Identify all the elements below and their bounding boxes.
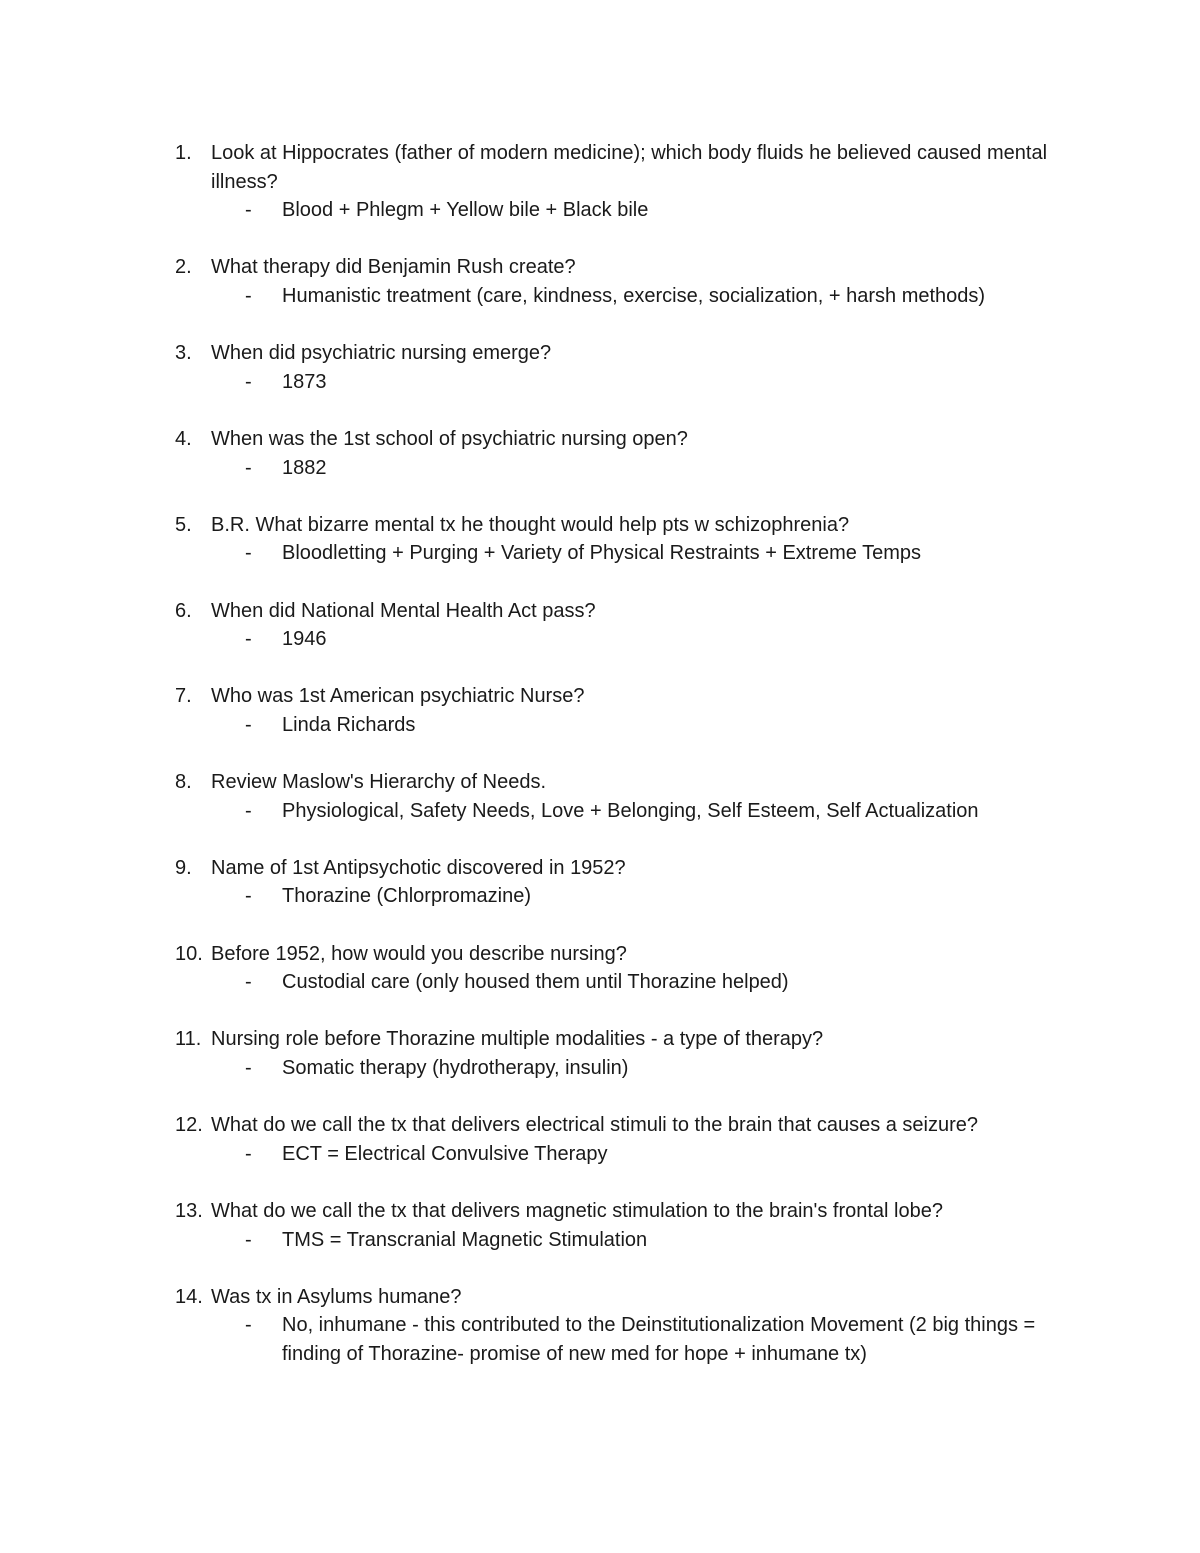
question-row <box>0 940 1200 969</box>
answer-dash: - <box>245 1057 252 1079</box>
answer-row <box>0 1140 1200 1169</box>
question-list <box>0 139 1200 1397</box>
question-row <box>0 425 1200 454</box>
answer-dash: - <box>245 799 252 822</box>
answer-row <box>0 1311 1200 1368</box>
answer-dash: - <box>245 542 252 565</box>
list-item <box>0 768 1200 825</box>
answer-text: Physiological, Safety Needs, Love + Belonging, Self Esteem, Self Actualization <box>282 799 979 822</box>
answer-text: 1882 <box>282 456 327 479</box>
answer-row <box>0 1054 1200 1083</box>
answer-text: 1946 <box>282 628 327 651</box>
question-text: Review Maslow's Hierarchy of Needs. <box>211 771 547 794</box>
answer-dash: - <box>245 885 252 908</box>
list-item <box>0 1197 1200 1254</box>
question-text: Who was 1st American psychiatric Nurse? <box>211 685 585 708</box>
question-number: 14. <box>175 1285 203 1308</box>
question-row <box>0 682 1200 711</box>
answer-dash: - <box>245 456 252 479</box>
question-number: 11. <box>175 1028 202 1051</box>
question-row <box>0 339 1200 368</box>
answer-text: Thorazine (Chlorpromazine) <box>282 885 531 908</box>
answer-text: 1873 <box>282 370 327 393</box>
question-number: 4. <box>175 427 192 450</box>
question-row <box>0 511 1200 540</box>
answer-dash: - <box>245 1142 252 1165</box>
answer-text: ECT = Electrical Convulsive Therapy <box>282 1142 608 1165</box>
list-item <box>0 854 1200 911</box>
question-row <box>0 1111 1200 1140</box>
answer-row <box>0 968 1200 997</box>
question-number: 7. <box>175 685 192 708</box>
answer-row <box>0 882 1200 911</box>
answer-row <box>0 454 1200 483</box>
list-item <box>0 1283 1200 1369</box>
question-number: 12. <box>175 1114 203 1137</box>
question-row <box>0 768 1200 797</box>
answer-row <box>0 539 1200 568</box>
list-item <box>0 339 1200 396</box>
answer-row <box>0 711 1200 740</box>
question-number: 6. <box>175 599 192 622</box>
question-text: What do we call the tx that delivers magnetic stimulation to the brain's frontal lobe? <box>211 1199 943 1222</box>
answer-text: No, inhumane - this contributed to the Deinstitutionalization Movement (2 big things = finding of Thorazine- promise of new med for hope + inhumane tx) <box>282 1314 1036 1365</box>
question-text: Look at Hippocrates (father of modern medicine); which body fluids he believed caused mental illness? <box>211 142 1048 193</box>
answer-row <box>0 368 1200 397</box>
answer-dash: - <box>245 713 252 736</box>
question-text: Name of 1st Antipsychotic discovered in 1952? <box>211 856 626 879</box>
answer-text: Custodial care (only housed them until Thorazine helped) <box>282 971 789 994</box>
question-text: When did National Mental Health Act pass? <box>211 599 596 622</box>
answer-text: TMS = Transcranial Magnetic Stimulation <box>282 1228 648 1251</box>
answer-row <box>0 282 1200 311</box>
list-item <box>0 253 1200 310</box>
answer-row <box>0 1226 1200 1255</box>
question-text: What do we call the tx that delivers electrical stimuli to the brain that causes a seizure? <box>211 1114 979 1137</box>
question-number: 10. <box>175 942 203 965</box>
answer-row <box>0 797 1200 826</box>
answer-text: Humanistic treatment (care, kindness, exercise, socialization, + harsh methods) <box>282 284 986 307</box>
list-item <box>0 940 1200 997</box>
question-text: Nursing role before Thorazine multiple modalities - a type of therapy? <box>211 1028 824 1051</box>
answer-text: Blood + Phlegm + Yellow bile + Black bile <box>282 199 649 222</box>
question-row <box>0 1197 1200 1226</box>
question-row <box>0 139 1200 196</box>
question-row <box>0 597 1200 626</box>
answer-dash: - <box>245 971 252 994</box>
question-text: B.R. What bizarre mental tx he thought would help pts w schizophrenia? <box>211 513 850 536</box>
question-text: Before 1952, how would you describe nursing? <box>211 942 627 965</box>
list-item <box>0 139 1200 225</box>
question-text: When was the 1st school of psychiatric nursing open? <box>211 427 688 450</box>
question-number: 2. <box>175 256 192 279</box>
answer-dash: - <box>245 370 252 393</box>
answer-dash: - <box>245 1314 252 1337</box>
answer-row <box>0 625 1200 654</box>
list-item <box>0 1025 1200 1082</box>
list-item <box>0 1111 1200 1168</box>
question-number: 9. <box>175 856 192 879</box>
answer-text: Bloodletting + Purging + Variety of Physical Restraints + Extreme Temps <box>282 542 922 565</box>
question-text: What therapy did Benjamin Rush create? <box>211 256 576 279</box>
answer-dash: - <box>245 199 252 222</box>
question-number: 8. <box>175 771 192 794</box>
answer-row <box>0 196 1200 225</box>
question-number: 13. <box>175 1199 203 1222</box>
answer-dash: - <box>245 628 252 651</box>
question-row <box>0 253 1200 282</box>
list-item <box>0 682 1200 739</box>
list-item <box>0 511 1200 568</box>
answer-dash: - <box>245 284 252 307</box>
question-text: Was tx in Asylums humane? <box>211 1285 462 1308</box>
answer-dash: - <box>245 1228 252 1251</box>
list-item <box>0 597 1200 654</box>
question-row <box>0 1283 1200 1312</box>
question-number: 3. <box>175 342 192 365</box>
question-row <box>0 1025 1200 1054</box>
question-text: When did psychiatric nursing emerge? <box>211 342 552 365</box>
list-item <box>0 425 1200 482</box>
answer-text: Somatic therapy (hydrotherapy, insulin) <box>282 1057 629 1079</box>
answer-text: Linda Richards <box>282 713 416 736</box>
question-number: 1. <box>175 142 192 164</box>
question-row <box>0 854 1200 883</box>
question-number: 5. <box>175 513 192 536</box>
